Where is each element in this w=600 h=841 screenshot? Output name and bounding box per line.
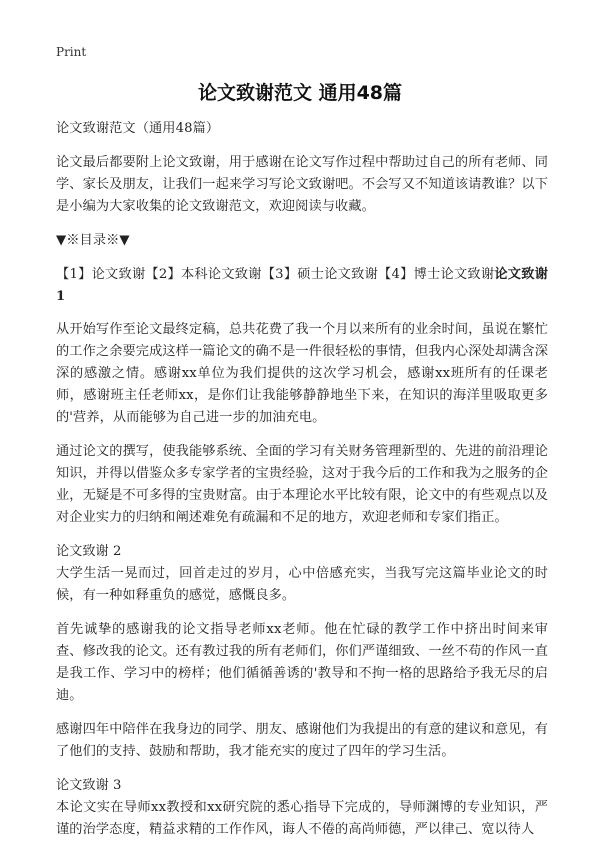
section-1-heading: 论文致谢1 [56,267,548,304]
section-1-paragraph-2: 通过论文的撰写，使我能够系统、全面的学习有关财务管理新型的、先进的前沿理论知识，并得以借鉴众多专家学者的宝贵经验，这对于我今后的工作和我为之服务的企业，无疑是不可多得的宝贵财富。由于本理论水平比较有限，论文中的有些观点以及对企业实力的归纳和阐述难免有疏漏和不足的地方，欢迎老师和专家们指正。 [56,444,548,525]
toc-link-2[interactable]: 【2】本科论文致谢 [145,267,262,282]
section-3-paragraph-1: 本论文实在导师xx教授和xx研究院的悉心指导下完成的，导师渊博的专业知识，严谨的治学态度，精益求精的工作作风，诲人不倦的高尚师德，严以律己、宽以待人 [56,800,548,837]
table-of-contents [56,264,548,308]
toc-link-3[interactable]: 【3】硕士论文致谢 [261,267,379,282]
section-1-paragraph-1: 从开始写作至论文最终定稿，总共花费了我一个月以来所有的业余时间，虽说在繁忙的工作之余要完成这样一篇论文的确不是一件很轻松的事情，但我内心深处却满含深深的感激之情。感谢xx单位为我们提供的这次学习机会，感谢xx班所有的任课老师，感谢班主任老师xx，是你们让我能够静静地坐下来，在知识的海洋里吸取更多的'营养，从而能够为自己进一步的加油充电。 [56,322,548,425]
section-3-heading: 论文致谢 3 [56,778,122,793]
subtitle: 论文致谢范文（通用48篇） [56,121,220,136]
toc-link-1[interactable]: 【1】论文致谢 [56,267,146,282]
toc-link-4[interactable]: 【4】博士论文致谢 [378,267,495,282]
intro-paragraph: 论文最后都要附上论文致谢，用于感谢在论文写作过程中帮助过自己的所有老师、同学、家长及朋友，让我们一起来学习写论文致谢吧。不会写又不知道该请教谁？以下是小编为大家收集的论文致谢范文，欢迎阅读与收藏。 [56,155,548,214]
section-2-paragraph-2: 首先诚挚的感谢我的论文指导老师xx老师。他在忙碌的教学工作中挤出时间来审查、修改我的论文。还有教过我的所有老师们，你们严谨细致、一丝不苟的作风一直是我工作、学习中的榜样；他们循循善诱的'教导和不拘一格的思路给予我无尽的启迪。 [56,622,548,703]
document-body [56,118,548,841]
section-2-paragraph-1: 大学生活一晃而过，回首走过的岁月，心中倍感充实，当我写完这篇毕业论文的时候，有一种如释重负的感觉，感慨良多。 [56,566,548,603]
print-label: Print [56,45,87,59]
section-2-paragraph-3: 感谢四年中陪伴在我身边的同学、朋友、感谢他们为我提出的有意的建议和意见，有了他们的支持、鼓励和帮助，我才能充实的度过了四年的学习生活。 [56,722,548,759]
toc-marker: ▼※目录※▼ [56,233,130,248]
page-title: 论文致谢范文 通用48篇 [197,82,403,104]
section-2-heading: 论文致谢 2 [56,544,122,559]
